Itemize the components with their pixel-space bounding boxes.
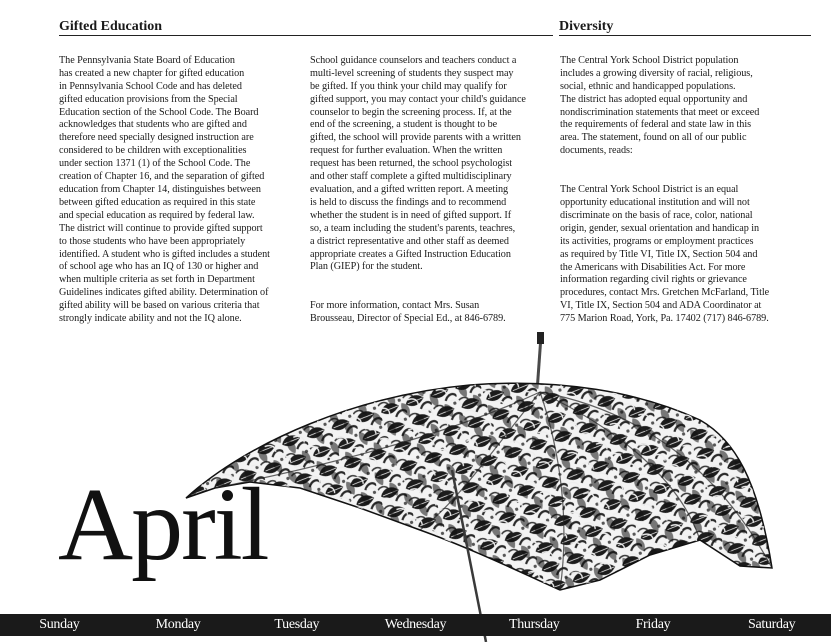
gifted-paragraph-1: The Pennsylvania State Board of Education has created a new chapter for gifted education in Pennsylvania School Code and has deleted gifted education provisions from the Special Education section of the School Code. The Board acknowledges that students who are gifted and therefore need specially designed instruction are considered to be children with exceptionalities under section 1371 (1) of the School Code. The creation of Chapter 16, and the separation of gifted education from Chapter 14, distinguishes between between gifted education as required in this state and special education as required by federal law. The district will continue to provide gifted support to those students who have been appropriately identified. A student who is gifted includes a student of school age who has an IQ of 130 or higher and when multiple criteria as set forth in Department Guidelines indicates gifted ability. Determination of gifted ability will be based on various criteria that strongly indicate ability and not the IQ alone. [59,54,270,325]
gifted-contact-paragraph: For more information, contact Mrs. Susan Brousseau, Director of Special Ed., at 846-6789. [310,300,506,325]
gifted-education-heading-text: Gifted Education [59,19,163,34]
weekday-tuesday: Tuesday [274,617,320,632]
diversity-paragraph-2: The Central York School District is an equal opportunity educational institution and will not discriminate on the basis of race, color, national origin, gender, sexual orientation and handicap in its activities, programs or employment practices as required by Title VI, Title IX, Section 504 and the Americans with Disabilities Act. For more information regarding civil rights or grievance procedures, contact Mrs. Gretchen McFarland, Title VI, Title IX, Section 504 and ADA Coordinator at 775 Marion Road, York, Pa. 17402 (717) 846-6789. [560,184,770,325]
diversity-paragraph-1: The Central York School District population includes a growing diversity of racial, religious, social, ethnic and handicapped populations. The district has adopted equal opportunity and nondiscrimination statements that meet or exceed the requirements of federal and state law in this area. The statement, found on all of our public documents, reads: [560,54,760,157]
weekday-thursday: Thursday [508,617,560,632]
weekday-bar [0,614,831,636]
weekday-monday: Monday [155,617,201,632]
weekday-friday: Friday [635,617,671,632]
gifted-paragraph-2: School guidance counselors and teachers conduct a multi-level screening of students they suspect may be gifted. If you think your child may qualify for gifted support, you may contact your child's guidance counselor to begin the screening process. If, at the end of the screening, a student is thought to be gifted, the school will provide parents with a written request for further evaluation. When the written request has been returned, the school psychologist and other staff complete a gifted multidisciplinary evaluation, and a gifted written report. A meeting is held to discuss the findings and to recommend whether the student is in need of gifted support. If so, a team including the student's parents, teachres, a district representative and other staff as deemed appropriate creates a Gifted Instruction Education Plan (GIEP) for the student. [310,54,526,273]
weekday-wednesday: Wednesday [384,617,447,632]
weekday-sunday: Sunday [39,617,80,632]
weekday-saturday: Saturday [747,617,796,632]
diversity-heading-text: Diversity [559,19,614,34]
month-title: April [58,467,268,582]
